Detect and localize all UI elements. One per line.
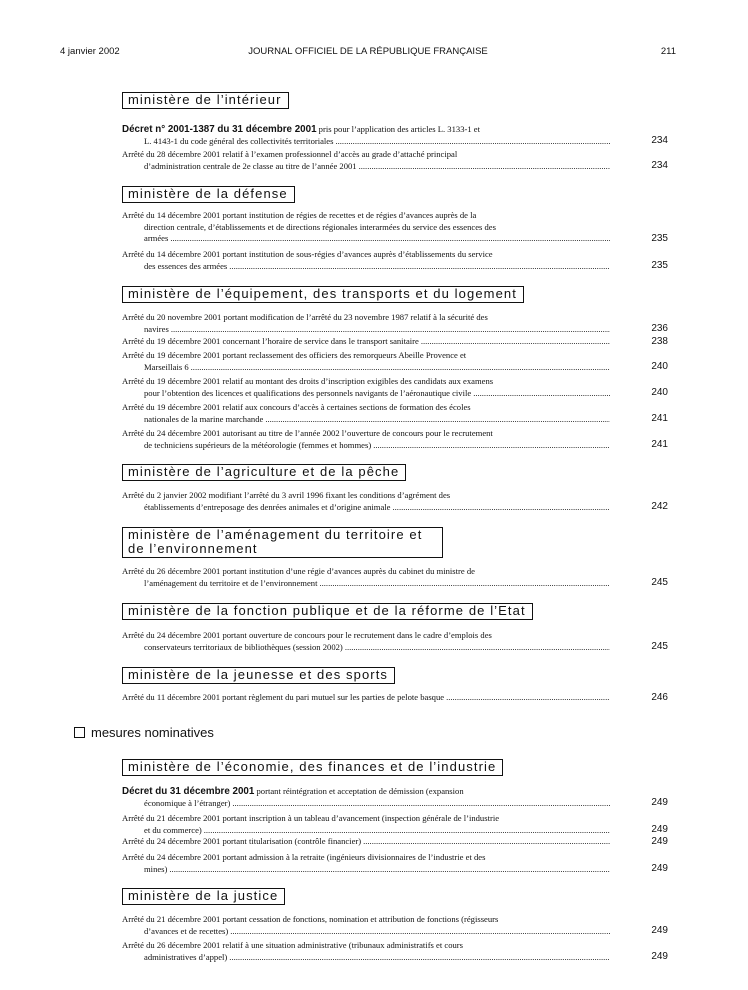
ministry-heading: ministère de la jeunesse et des sports xyxy=(122,667,395,684)
entry-text xyxy=(122,428,668,451)
leader-dots xyxy=(230,926,610,938)
entry-line: Arrêté du 20 novembre 2001 portant modification de l’arrêté du 23 novembre 1987 relatif à la sécurité des xyxy=(122,312,488,322)
entry-text xyxy=(122,376,668,399)
entry-line: Arrêté du 2 janvier 2002 modifiant l’arrêté du 3 avril 1996 fixant les conditions d’agrément des xyxy=(122,490,451,500)
toc-entry[interactable] xyxy=(122,836,668,848)
entry-text xyxy=(122,249,668,272)
toc-entry[interactable] xyxy=(122,336,668,348)
toc-entry[interactable] xyxy=(122,210,668,245)
ministry-heading: ministère de la justice xyxy=(122,888,285,905)
entry-page-number: 245 xyxy=(651,577,668,589)
toc-entry[interactable] xyxy=(122,940,668,963)
entry-line: Arrêté du 21 décembre 2001 portant cessation de fonctions, nomination et attribution de fonctions (régisseurs xyxy=(122,914,499,924)
entry-page-number: 249 xyxy=(651,835,668,847)
entry-text xyxy=(122,149,668,172)
leader-dots xyxy=(265,414,610,426)
entry-line: administratives d’appel) ..... xyxy=(122,952,610,964)
entry-line: pour l’obtention des licences et qualifications des personnels navigants de l’aéronautique civile ..... xyxy=(122,388,610,400)
leader-dots xyxy=(473,388,610,400)
toc-entry[interactable] xyxy=(122,428,668,451)
leader-dots xyxy=(345,642,610,654)
toc-entry[interactable] xyxy=(122,249,668,272)
entry-line: Arrêté du 28 décembre 2001 relatif à l’examen professionnel d’accès au grade d’attaché principal xyxy=(122,149,458,159)
entry-line: Arrêté du 24 décembre 2001 portant ouverture de concours pour le recrutement dans le cadre d’emplois des xyxy=(122,630,492,640)
entry-page-number: 249 xyxy=(651,925,668,937)
leader-dots xyxy=(363,836,610,848)
leader-dots xyxy=(204,825,610,837)
entry-text xyxy=(122,914,668,937)
entry-page-number: 249 xyxy=(651,863,668,875)
entry-line: Arrêté du 21 décembre 2001 portant inscription à un tableau d’avancement (inspection générale de l’industrie xyxy=(122,813,500,823)
entry-text xyxy=(122,210,668,245)
toc-entry[interactable] xyxy=(122,490,668,513)
entry-text xyxy=(122,852,668,875)
header-page-number: 211 xyxy=(660,46,676,57)
entry-page-number: 249 xyxy=(651,797,668,809)
entry-line: nationales de la marine marchande ..... xyxy=(122,414,610,426)
entry-text xyxy=(122,402,668,425)
entry-text xyxy=(122,692,668,704)
entry-page-number: 246 xyxy=(651,691,668,703)
ministry-heading: ministère de l’économie, des finances et de l’industrie xyxy=(122,759,503,776)
entry-line: Décret n° 2001-1387 du 31 décembre 2001 pris pour l’application des articles L. 3133-1 et xyxy=(122,124,481,135)
entry-line: Arrêté du 14 décembre 2001 portant institution de régies de recettes et de régies d’avances auprès de la xyxy=(122,210,477,220)
entry-line: Arrêté du 14 décembre 2001 portant institution de sous-régies d’avances auprès d’établissements du service xyxy=(122,249,493,259)
entry-line: des essences des armées ..... xyxy=(122,261,610,273)
entry-page-number: 240 xyxy=(651,361,668,373)
entry-line: L. 4143-1 du code général des collectivités territoriales ..... xyxy=(122,136,610,148)
entry-line: direction centrale, d’établissements et de directions régionales interarmées du service des essences des xyxy=(144,221,496,232)
leader-dots xyxy=(335,136,610,148)
ministry-heading: ministère de l’agriculture et de la pêche xyxy=(122,464,406,481)
entry-page-number: 249 xyxy=(651,951,668,963)
toc-entry[interactable] xyxy=(122,566,668,589)
entry-line: Décret du 31 décembre 2001 portant réintégration et acceptation de démission (expansion xyxy=(122,786,464,797)
leader-dots xyxy=(373,440,610,452)
toc-entry[interactable] xyxy=(122,852,668,875)
entry-line: mines) ..... xyxy=(122,864,610,876)
toc-entry[interactable] xyxy=(122,786,668,809)
subheading-mesures-nominatives xyxy=(74,725,214,740)
entry-line: Arrêté du 26 décembre 2001 portant institution d’une régie d’avances auprès du cabinet du ministre de xyxy=(122,566,475,576)
leader-dots xyxy=(169,864,610,876)
entry-page-number: 249 xyxy=(651,824,668,836)
entry-text xyxy=(122,630,668,653)
toc-entry[interactable] xyxy=(122,692,668,704)
entry-line: navires ..... xyxy=(122,324,610,336)
toc-entry[interactable] xyxy=(122,350,668,373)
toc-entry[interactable] xyxy=(122,402,668,425)
ministry-heading: ministère de l’aménagement du territoire et de l’environnement xyxy=(122,527,443,558)
entry-line: économique à l’étranger) ..... xyxy=(122,798,610,810)
entry-text xyxy=(122,566,668,589)
entry-line: Arrêté du 19 décembre 2001 relatif au montant des droits d’inscription exigibles des candidats aux examens xyxy=(122,376,494,386)
leader-dots xyxy=(232,798,610,810)
entry-page-number: 235 xyxy=(651,233,668,245)
entry-line: Arrêté du 11 décembre 2001 portant règlement du pari mutuel sur les parties de pelote basque ..... xyxy=(122,692,610,704)
leader-dots xyxy=(359,161,610,173)
toc-entry[interactable] xyxy=(122,376,668,399)
entry-page-number: 236 xyxy=(651,323,668,335)
ministry-heading: ministère de la fonction publique et de la réforme de l’Etat xyxy=(122,603,533,620)
header-date: 4 janvier 2002 xyxy=(60,46,120,57)
leader-dots xyxy=(171,324,610,336)
entry-line: Arrêté du 19 décembre 2001 portant reclassement des officiers des remorqueurs Abeille Provence et xyxy=(122,350,467,360)
entry-line: conservateurs territoriaux de bibliothèques (session 2002) ..... xyxy=(122,642,610,654)
entry-line: armées ..... xyxy=(122,233,610,245)
entry-line: Marseillais 6 ..... xyxy=(122,362,610,374)
entry-text xyxy=(122,813,668,836)
ministry-heading: ministère de l’équipement, des transports et du logement xyxy=(122,286,524,303)
entry-line: Arrêté du 24 décembre 2001 autorisant au titre de l’année 2002 l’ouverture de concours pour le recrutement xyxy=(122,428,493,438)
entry-line: Arrêté du 26 décembre 2001 relatif à une situation administrative (tribunaux administratifs et cours xyxy=(122,940,464,950)
entry-text xyxy=(122,836,668,848)
entry-page-number: 242 xyxy=(651,501,668,513)
toc-entry[interactable] xyxy=(122,630,668,653)
leader-dots xyxy=(446,692,610,704)
toc-entry[interactable] xyxy=(122,312,668,335)
leader-dots xyxy=(229,952,610,964)
entry-page-number: 234 xyxy=(651,135,668,147)
entry-page-number: 240 xyxy=(651,387,668,399)
entry-line: d’administration centrale de 2e classe au titre de l’année 2001 ..... xyxy=(122,161,610,173)
entry-line: d’avances et de recettes) ..... xyxy=(122,926,610,938)
leader-dots xyxy=(319,578,610,590)
entry-text xyxy=(122,490,668,513)
toc-entry[interactable] xyxy=(122,914,668,937)
entry-line: Arrêté du 19 décembre 2001 relatif aux concours d’accès à certaines sections de formation des écoles xyxy=(122,402,471,412)
toc-entry[interactable] xyxy=(122,124,668,147)
leader-dots xyxy=(393,502,611,514)
entry-page-number: 241 xyxy=(651,413,668,425)
entry-text xyxy=(122,786,668,809)
entry-text xyxy=(122,124,668,147)
subheading-label: mesures nominatives xyxy=(91,725,214,740)
entry-line: Arrêté du 24 décembre 2001 portant admission à la retraite (ingénieurs divisionnaires de l’industrie et des xyxy=(122,852,486,862)
entry-page-number: 234 xyxy=(651,160,668,172)
toc-entry[interactable] xyxy=(122,813,668,836)
entry-line: de techniciens supérieurs de la météorologie (femmes et hommes) ..... xyxy=(122,440,610,452)
page-header xyxy=(60,46,676,60)
checkbox-square-icon xyxy=(74,727,85,738)
entry-page-number: 238 xyxy=(651,335,668,347)
entry-line: et du commerce) ..... xyxy=(122,825,610,837)
ministry-heading: ministère de l’intérieur xyxy=(122,92,289,109)
entry-line: établissements d’entreposage des denrées animales et d’origine animale ..... xyxy=(122,502,610,514)
leader-dots xyxy=(170,233,610,245)
leader-dots xyxy=(191,362,610,374)
leader-dots xyxy=(229,261,610,273)
entry-text xyxy=(122,312,668,335)
entry-line: l’aménagement du territoire et de l’environnement ..... xyxy=(122,578,610,590)
entry-text xyxy=(122,940,668,963)
entry-page-number: 235 xyxy=(651,260,668,272)
ministry-heading: ministère de la défense xyxy=(122,186,295,203)
header-journal-title: JOURNAL OFFICIEL DE LA RÉPUBLIQUE FRANÇAISE xyxy=(248,46,488,57)
entry-text xyxy=(122,350,668,373)
toc-entry[interactable] xyxy=(122,149,668,172)
entry-page-number: 245 xyxy=(651,641,668,653)
leader-dots xyxy=(421,336,610,348)
entry-line: Arrêté du 19 décembre 2001 concernant l’horaire de service dans le transport sanitaire ..... xyxy=(122,336,610,348)
entry-text xyxy=(122,336,668,348)
entry-page-number: 241 xyxy=(651,439,668,451)
entry-line: Arrêté du 24 décembre 2001 portant titularisation (contrôle financier) ..... xyxy=(122,836,610,848)
